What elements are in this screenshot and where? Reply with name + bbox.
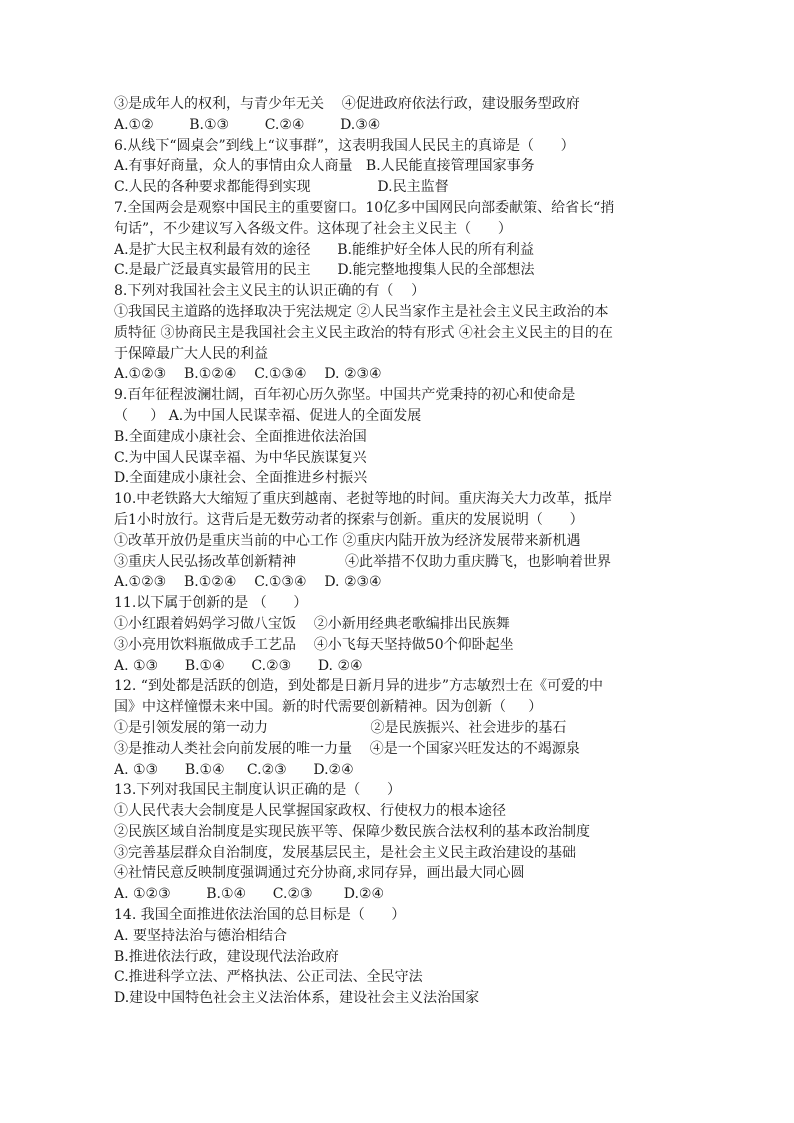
question-14-option-c: C.推进科学立法、严格执法、公正司法、全民守法 [114, 969, 423, 986]
question-13-stem: 13.下列对我国民主制度认识正确的是（ ） [114, 782, 401, 799]
question-13-options: A. ①②③ B.①④ C.②③ D.②④ [114, 886, 384, 903]
question-12-statements: ①是引领发展的第一动力 ②是民族振兴、社会进步的基石 [114, 719, 567, 736]
question-13-statement-2: ②民族区域自治制度是实现民族平等、保障少数民族合法权利的基本政治制度 [114, 823, 590, 840]
question-9-option-c: C.为中国人民谋幸福、为中华民族谋复兴 [114, 449, 367, 466]
question-12-options: A. ①③ B.①④ C.②③ D.②④ [114, 761, 354, 778]
question-7-stem: 7.全国两会是观察中国民主的重要窗口。10亿多中国网民向部委献策、给省长“捎 [114, 199, 615, 216]
question-14-option-b: B.推进依法行政，建设现代法治政府 [114, 948, 339, 965]
text-line: ③是成年人的权利，与青少年无关 ④促进政府依法行政，建设服务型政府 [114, 96, 580, 112]
question-9-option-d: D.全面建成小康社会、全面推进乡村振兴 [114, 470, 368, 487]
question-6-options-cd: C.人民的各种要求都能得到实现 D.民主监督 [114, 179, 449, 196]
question-7-options-cd: C.是最广泛最真实最管用的民主 D.能完整地搜集人民的全部想法 [114, 262, 535, 279]
question-13-statement-1: ①人民代表大会制度是人民掌握国家政权、行使权力的根本途径 [114, 803, 506, 820]
question-8-statements-end: 于保障最广大人民的利益 [114, 345, 268, 362]
question-10-statements: ①改革开放仍是重庆当前的中心工作 ②重庆内陆开放为经济发展带来新机遇 [114, 532, 581, 549]
question-9-option-b: B.全面建成小康社会、全面推进依法治国 [114, 428, 367, 445]
question-11-statements-cont: ③小亮用饮料瓶做成手工艺品 ④小飞每天坚持做50个仰卧起坐 [114, 636, 514, 653]
question-14-stem: 14. 我国全面推进依法治国的总目标是（ ） [114, 907, 406, 924]
question-12-statements-cont: ③是推动人类社会向前发展的唯一力量 ④是一个国家兴旺发达的不竭源泉 [114, 740, 580, 757]
question-12-stem-cont: 国》中这样憧憬未来中国。新的时代需要创新精神。因为创新（ ） [114, 699, 543, 716]
question-6-options-ab: A.有事好商量，众人的事情由众人商量 B.人民能直接管理国家事务 [114, 158, 535, 175]
question-8-statements: ①我国民主道路的选择取决于宪法规定 ②人民当家作主是社会主义民主政治的本 [114, 303, 609, 320]
question-text-body [114, 94, 686, 1009]
question-8-options: A.①②③ B.①②④ C.①③④ D. ②③④ [114, 366, 382, 383]
question-14-option-d: D.建设中国特色社会主义法治体系，建设社会主义法治国家 [114, 990, 480, 1007]
question-13-statement-4: ④社情民意反映制度强调通过充分协商,求同存异，画出最大同心圆 [114, 865, 525, 882]
question-9-option-a: （ ） A.为中国人民谋幸福、促进人的全面发展 [114, 407, 422, 424]
question-8-stem: 8.下列对我国社会主义民主的认识正确的有（ ） [114, 283, 426, 300]
question-10-statements-cont: ③重庆人民弘扬改革创新精神 ④此举措不仅助力重庆腾飞，也影响着世界 [114, 553, 611, 570]
answer-options-line: A.①② B.①③ C.②④ D.③④ [114, 116, 381, 133]
question-10-stem: 10.中老铁路大大缩短了重庆到越南、老挝等地的时间。重庆海关大力改革，抵岸 [114, 491, 613, 508]
question-11-stem: 11.以下属于创新的是 （ ） [114, 595, 308, 612]
question-7-options-ab: A.是扩大民主权利最有效的途径 B.能维护好全体人民的所有利益 [114, 241, 534, 258]
question-10-options: A.①②③ B.①②④ C.①③④ D. ②③④ [114, 574, 382, 591]
question-11-options: A. ①③ B.①④ C.②③ D. ②④ [114, 657, 363, 674]
question-6-stem: 6.从线下“圆桌会”到线上“议事群”，这表明我国人民民主的真谛是（ ） [114, 137, 575, 154]
question-12-stem: 12. “到处都是活跃的创造，到处都是日新月异的进步”方志敏烈士在《可爱的中 [114, 678, 604, 695]
question-10-stem-cont: 后1小时放行。这背后是无数劳动者的探索与创新。重庆的发展说明（ ） [114, 511, 584, 528]
question-8-statements-cont: 质特征 ③协商民主是我国社会主义民主政治的特有形式 ④社会主义民主的目的在 [114, 324, 613, 341]
question-11-statements: ①小红跟着妈妈学习做八宝饭 ②小新用经典老歌编排出民族舞 [114, 615, 510, 632]
question-14-option-a: A. 要坚持法治与德治相结合 [114, 927, 288, 944]
question-13-statement-3: ③完善基层群众自治制度，发展基层民主，是社会主义民主政治建设的基础 [114, 844, 576, 861]
question-9-stem: 9.百年征程波澜壮阔，百年初心历久弥坚。中国共产党秉持的初心和使命是 [114, 387, 576, 404]
question-7-stem-cont: 句话”，不少建议写入各级文件。这体现了社会主义民主（ ） [114, 220, 512, 237]
